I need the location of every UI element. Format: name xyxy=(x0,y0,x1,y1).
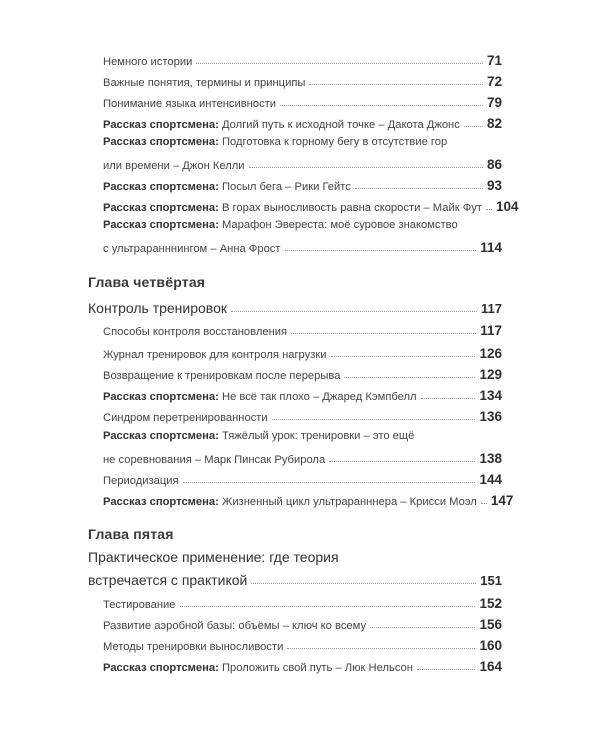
dot-leader xyxy=(183,482,476,483)
entry-title-cont: не соревнования – Марк Пинсак Рубирола xyxy=(103,454,326,466)
toc-entry-story[interactable] xyxy=(103,488,514,508)
page-number: 129 xyxy=(479,367,502,382)
toc-entry-story-line2[interactable] xyxy=(103,446,502,466)
toc-entry[interactable] xyxy=(103,48,502,68)
dot-leader xyxy=(331,356,476,357)
story-prefix: Рассказ спортсмена: xyxy=(103,662,219,674)
page-number: 79 xyxy=(486,95,502,110)
dot-leader xyxy=(481,503,487,504)
entry-title: В горах выносливость равна скорости – Майк Фут xyxy=(218,202,482,214)
dot-leader xyxy=(287,648,475,649)
entry-title: Проложить свой путь – Люк Нельсон xyxy=(218,662,413,674)
toc-entry[interactable] xyxy=(103,318,502,338)
page-number: 72 xyxy=(486,74,502,89)
chapter-label: Глава пятая xyxy=(88,526,174,542)
entry-title: Немного истории xyxy=(103,56,193,68)
story-prefix: Рассказ спортсмена: xyxy=(103,119,219,131)
chapter-title: Контроль тренировок xyxy=(88,300,228,316)
page-number: 136 xyxy=(479,409,502,424)
toc-entry[interactable] xyxy=(103,633,502,653)
entry-title: Возвращение к тренировкам после перерыва xyxy=(103,370,341,382)
toc-entry-story[interactable] xyxy=(103,173,502,193)
toc-entry[interactable] xyxy=(103,362,502,382)
chapter-title-entry[interactable] xyxy=(88,568,502,588)
toc-entry-story[interactable] xyxy=(103,194,519,214)
toc-entry[interactable] xyxy=(103,467,502,487)
entry-title: Посыл бега – Рики Гейтс xyxy=(218,181,351,193)
toc-entry[interactable] xyxy=(103,591,502,611)
chapter-title-entry[interactable] xyxy=(88,296,502,316)
toc-entry[interactable] xyxy=(103,404,502,424)
entry-title: Развитие аэробной базы: объёмы – ключ ко всему xyxy=(103,620,367,632)
page-number: 71 xyxy=(486,53,502,68)
toc-entry-story-line1[interactable] xyxy=(103,219,458,231)
page-number: 134 xyxy=(479,388,502,403)
entry-title: Журнал тренировок для контроля нагрузки xyxy=(103,349,327,361)
story-prefix: Рассказ спортсмена: xyxy=(103,391,219,403)
chapter-label: Глава четвёртая xyxy=(88,274,206,290)
entry-title-cont: или времени – Джон Келли xyxy=(103,160,245,172)
entry-title: Долгий путь к исходной точке – Дакота Джонс xyxy=(218,119,460,131)
story-prefix: Рассказ спортсмена: xyxy=(103,219,219,231)
toc-entry-story[interactable] xyxy=(103,383,502,403)
dot-leader xyxy=(309,84,483,85)
entry-title: Не всё так плохо – Джаред Кэмпбелл xyxy=(218,391,417,403)
page-number: 126 xyxy=(479,346,502,361)
page-number: 114 xyxy=(480,240,502,255)
toc-entry[interactable] xyxy=(103,90,502,110)
toc-entry-story-line1[interactable] xyxy=(103,430,414,442)
dot-leader xyxy=(231,311,477,312)
dot-leader xyxy=(329,461,475,462)
dot-leader xyxy=(417,669,476,670)
dot-leader xyxy=(196,63,483,64)
dot-leader xyxy=(370,627,475,628)
page-number: 104 xyxy=(495,199,519,214)
toc-entry-story-line2[interactable] xyxy=(103,152,502,172)
story-prefix: Рассказ спортсмена: xyxy=(103,202,219,214)
story-prefix: Рассказ спортсмена: xyxy=(103,136,219,148)
entry-title: Методы тренировки выносливости xyxy=(103,641,284,653)
page-number: 82 xyxy=(486,116,502,131)
dot-leader xyxy=(272,419,476,420)
dot-leader xyxy=(355,188,483,189)
page-number: 160 xyxy=(479,638,502,653)
page-number: 117 xyxy=(481,301,502,316)
entry-title: Подготовка к горному бегу в отсутствие гор xyxy=(218,136,448,148)
page-number: 151 xyxy=(480,573,502,588)
toc-entry-story-line2[interactable] xyxy=(103,235,502,255)
entry-title: Жизненный цикл ультраранннера – Крисси Моэл xyxy=(218,496,477,508)
chapter-title: встречается с практикой xyxy=(88,572,248,588)
story-prefix: Рассказ спортсмена: xyxy=(103,181,219,193)
dot-leader xyxy=(280,105,483,106)
page-number: 144 xyxy=(479,472,502,487)
page-number: 93 xyxy=(486,178,502,193)
chapter-title-line1[interactable]: Практическое применение: где теория xyxy=(88,549,339,565)
entry-title-cont: с ультраранннингом – Анна Фрост xyxy=(103,243,281,255)
dot-leader xyxy=(249,167,483,168)
entry-title: Важные понятия, термины и принципы xyxy=(103,77,306,89)
entry-title: Тестирование xyxy=(103,599,176,611)
toc-entry-story-line1[interactable] xyxy=(103,136,447,148)
entry-title: Понимание языка интенсивности xyxy=(103,98,277,110)
entry-title: Периодизация xyxy=(103,475,179,487)
entry-title: Марафон Эвереста: моё суровое знакомство xyxy=(218,219,458,231)
toc-entry-story[interactable] xyxy=(103,111,502,131)
page-number: 164 xyxy=(479,659,502,674)
page-number: 147 xyxy=(490,493,514,508)
toc-entry[interactable] xyxy=(103,341,502,361)
page-number: 152 xyxy=(479,596,502,611)
page-number: 117 xyxy=(480,323,502,338)
dot-leader xyxy=(486,209,492,210)
dot-leader xyxy=(291,333,476,334)
page-number: 86 xyxy=(486,157,502,172)
toc-entry[interactable] xyxy=(103,612,502,632)
dot-leader xyxy=(180,606,476,607)
toc-entry-story[interactable] xyxy=(103,654,502,674)
dot-leader xyxy=(344,377,475,378)
entry-title: Тяжёлый урок: тренировки – это ещё xyxy=(218,430,415,442)
story-prefix: Рассказ спортсмена: xyxy=(103,496,219,508)
page-number: 156 xyxy=(479,617,502,632)
story-prefix: Рассказ спортсмена: xyxy=(103,430,219,442)
dot-leader xyxy=(285,250,477,251)
dot-leader xyxy=(464,126,483,127)
entry-title: Способы контроля восстановления xyxy=(103,326,288,338)
dot-leader xyxy=(251,583,476,584)
entry-title: Синдром перетренированности xyxy=(103,412,268,424)
dot-leader xyxy=(421,398,476,399)
page-number: 138 xyxy=(479,451,502,466)
toc-entry[interactable] xyxy=(103,69,502,89)
